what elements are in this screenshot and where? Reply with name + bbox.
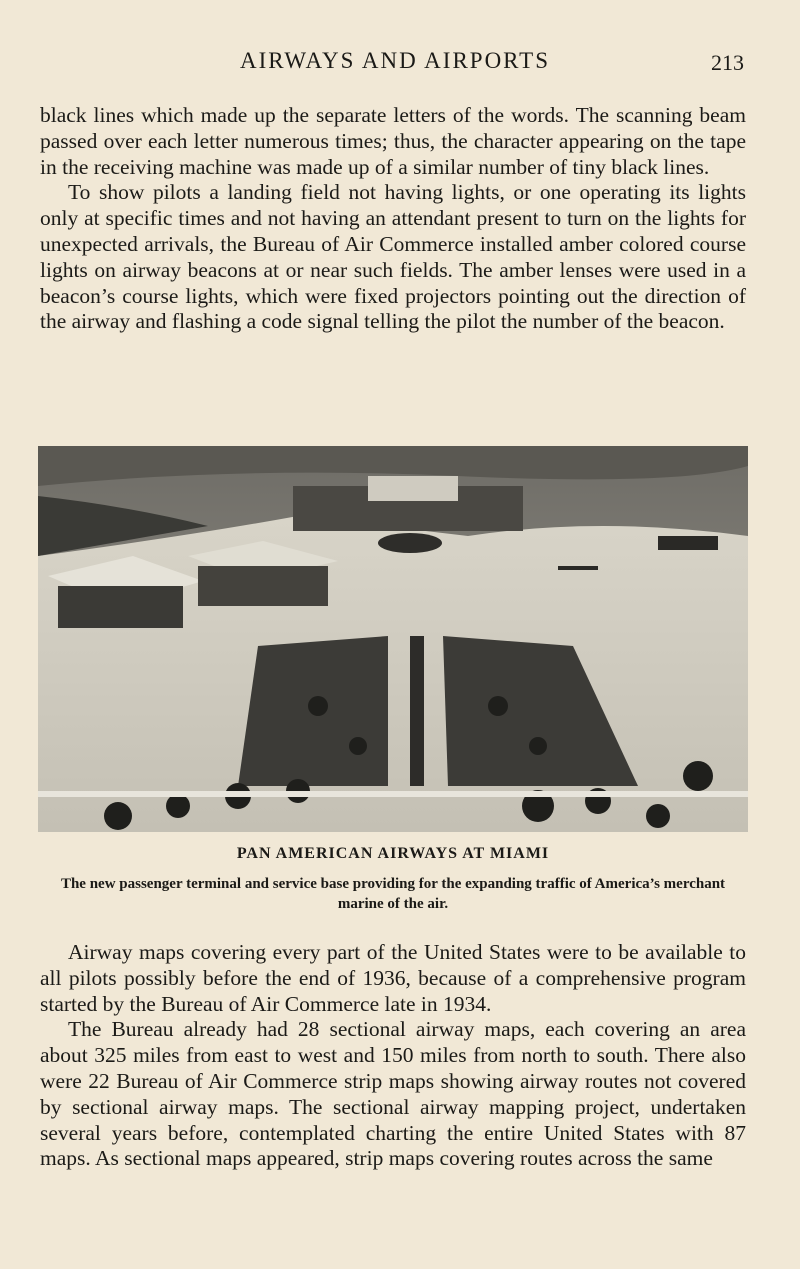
paragraph: Airway maps covering every part of the United States were to be available to all pilots possibly before the end of 1936, because of a comprehensive program started by the Bureau of Air Commerce late in 1934. [40, 940, 746, 1016]
page-number: 213 [711, 50, 744, 75]
center-median [410, 636, 424, 786]
road [38, 791, 748, 797]
body-text-bottom [40, 940, 746, 1172]
body-text-top [40, 103, 746, 335]
airport-photo [38, 446, 748, 832]
page-header [40, 48, 750, 82]
figure-caption-title: PAN AMERICAN AIRWAYS AT MIAMI [236, 845, 550, 862]
paragraph: The Bureau already had 28 sectional airway maps, each covering an area about 325 miles from east to west and 150 miles from north to south. There also were 22 Bureau of Air Commerce strip maps showing airway routes not covered by sectional airway maps. The sectional airway mapping project, undertaken several years before, contemplated charting the entire United States with 87 maps. As sectional maps appeared, strip maps covering routes across the same [40, 1017, 746, 1171]
terminal-tower [368, 476, 458, 501]
paragraph: To show pilots a landing field not having lights, or one operating its lights only at specific times and not having an attendant present to turn on the lights for unexpected arrivals, the Bureau of Air Commerce installed amber colored course lights on airway beacons at or near such fields. The amber lenses were used in a beacon’s course lights, which were fixed projectors pointing out the direction of the airway and flashing a code signal telling the pilot the number of the beacon. [40, 180, 746, 334]
aerial-view-illustration [38, 446, 748, 832]
running-head: AIRWAYS AND AIRPORTS [239, 48, 550, 73]
figure-caption-text: The new passenger terminal and service base providing for the expanding traffic of America’s merchant marine of the air. [60, 876, 726, 912]
paragraph: black lines which made up the separate letters of the words. The scanning beam passed over each letter numerous times; thus, the character appearing on the tape in the receiving machine was made up of a similar number of tiny black lines. [40, 103, 746, 179]
fountain [378, 533, 442, 553]
